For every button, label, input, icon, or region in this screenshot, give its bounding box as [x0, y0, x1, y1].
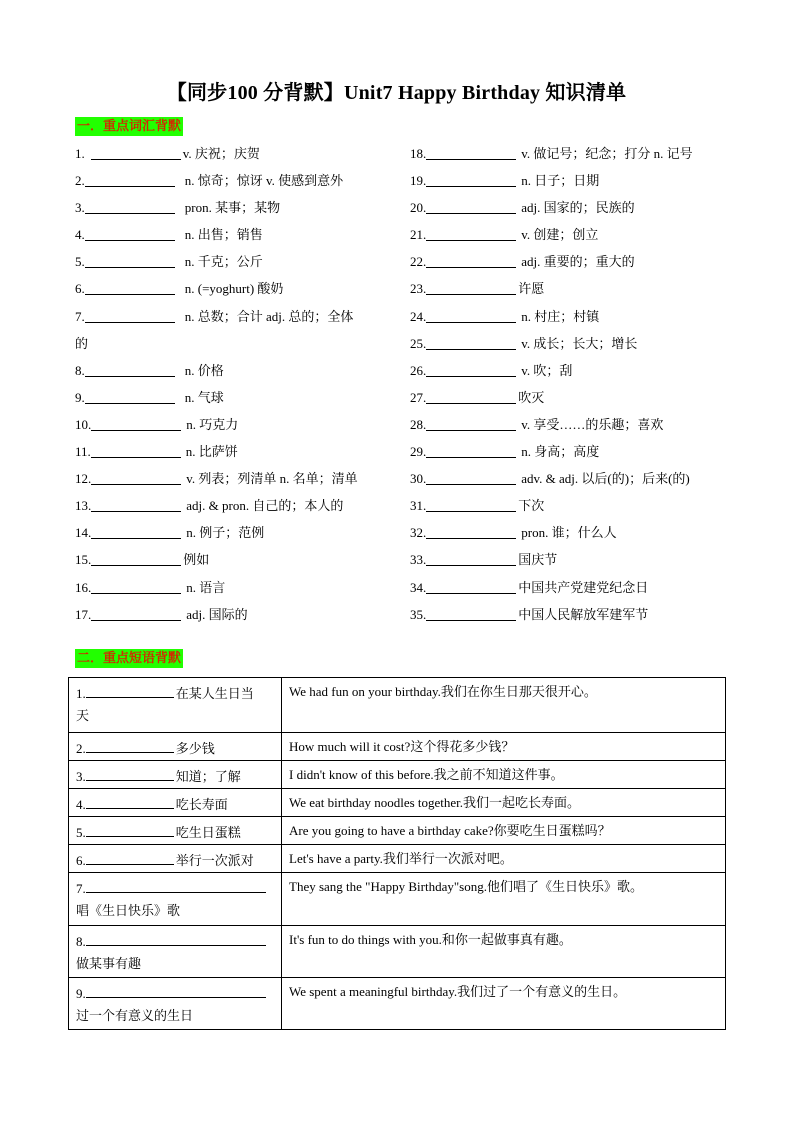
item-definition: pron. 某事；某物 — [184, 200, 281, 216]
vocab-item — [75, 549, 405, 576]
vocab-list-right — [410, 143, 730, 631]
item-number: 18. — [410, 146, 427, 161]
vocab-item — [75, 604, 405, 631]
phrase-meaning-continued: 天 — [76, 708, 90, 723]
vocab-item — [75, 522, 405, 549]
item-number: 5. — [76, 825, 86, 840]
item-number: 5. — [75, 254, 85, 270]
vocab-item — [410, 197, 730, 224]
vocab-item — [75, 278, 405, 305]
answer-blank[interactable] — [85, 387, 175, 404]
answer-blank[interactable] — [91, 577, 181, 594]
item-number: 29. — [410, 444, 427, 460]
answer-blank[interactable] — [85, 278, 175, 295]
vocab-item — [75, 577, 405, 604]
vocab-item — [410, 360, 730, 387]
phrase-cell — [69, 733, 282, 761]
item-definition: 吹灭 — [518, 389, 545, 405]
answer-blank[interactable] — [85, 306, 175, 323]
item-number: 10. — [75, 416, 92, 432]
vocab-item — [410, 387, 730, 414]
vocab-item — [410, 251, 730, 278]
item-definition: 下次 — [518, 498, 545, 514]
vocab-item — [410, 143, 730, 170]
vocab-item — [75, 414, 405, 441]
item-definition: adj. 国际的 — [186, 606, 248, 622]
item-definition: n. 气球 — [184, 389, 224, 405]
table-row — [69, 978, 726, 1030]
phrase-meaning: 举行一次派对 — [175, 853, 254, 868]
item-definition: 例如 — [183, 552, 210, 568]
item-number: 11. — [75, 444, 91, 460]
item-number: 35. — [410, 606, 427, 622]
item-definition: n. 比萨饼 — [185, 444, 238, 460]
item-number: 32. — [410, 525, 427, 541]
item-definition: v. 吹；刮 — [521, 362, 573, 378]
item-number: 3. — [75, 200, 85, 216]
item-definition: n. 出售；销售 — [184, 227, 263, 243]
vocab-item — [75, 143, 405, 170]
item-number: 6. — [76, 853, 86, 868]
item-number: 30. — [410, 471, 427, 487]
answer-blank[interactable] — [86, 981, 266, 998]
answer-blank[interactable] — [86, 736, 174, 753]
item-definition: v. 庆祝；庆贺 — [182, 146, 260, 161]
item-number: 2. — [76, 741, 86, 756]
answer-blank[interactable] — [426, 333, 516, 350]
table-row — [69, 873, 726, 926]
vocab-item — [410, 495, 730, 522]
item-number: 8. — [76, 934, 86, 949]
table-row — [69, 733, 726, 761]
example-cell: How much will it cost?这个得花多少钱？ — [282, 733, 726, 761]
item-number: 15. — [75, 552, 92, 568]
example-cell: They sang the "Happy Birthday"song.他们唱了《生日快乐》歌。 — [282, 873, 726, 926]
item-definition: n. 村庄；村镇 — [521, 308, 600, 324]
phrase-meaning: 过一个有意义的生日 — [76, 1008, 194, 1023]
item-number: 26. — [410, 362, 427, 378]
answer-blank[interactable] — [426, 604, 516, 621]
answer-blank[interactable] — [426, 170, 516, 187]
table-row — [69, 761, 726, 789]
item-number: 12. — [75, 471, 92, 487]
document-title: 【同步100 分背默】Unit7 Happy Birthday 知识清单 — [166, 82, 627, 104]
item-number: 19. — [410, 173, 427, 189]
table-row — [69, 678, 726, 733]
item-number: 4. — [75, 227, 85, 243]
item-definition: v. 列表；列清单 n. 名单；清单 — [186, 471, 358, 487]
vocab-item — [410, 468, 730, 495]
section-heading-vocabulary: 一．重点词汇背默 — [77, 119, 182, 134]
phrases-table — [68, 677, 726, 1030]
vocab-item — [75, 360, 405, 387]
answer-blank[interactable] — [426, 143, 516, 160]
item-number: 33. — [410, 552, 427, 568]
section-heading-phrases: 二．重点短语背默 — [77, 651, 182, 666]
example-cell: I didn't know of this before.我之前不知道这件事。 — [282, 761, 726, 789]
answer-blank[interactable] — [426, 549, 516, 566]
vocab-item-continuation — [75, 333, 405, 360]
item-number: 3. — [76, 769, 86, 784]
example-cell: It's fun to do things with you.和你一起做事真有趣。 — [282, 926, 726, 978]
answer-blank[interactable] — [86, 820, 174, 837]
phrase-cell — [69, 926, 282, 978]
vocab-item — [410, 306, 730, 333]
vocab-item — [410, 278, 730, 305]
answer-blank[interactable] — [86, 848, 174, 865]
item-definition: n. 语言 — [186, 579, 226, 595]
vocab-item — [75, 224, 405, 251]
item-definition: v. 做记号；纪念；打分 n. 记号 — [521, 146, 693, 161]
vocab-item — [410, 333, 730, 360]
item-number: 23. — [410, 281, 427, 297]
item-definition: 中国共产党建党纪念日 — [518, 579, 649, 595]
item-number: 9. — [75, 389, 85, 405]
table-row — [69, 926, 726, 978]
answer-blank[interactable] — [91, 468, 181, 485]
item-definition: n. 日子；日期 — [521, 173, 600, 189]
item-number: 25. — [410, 335, 427, 351]
answer-blank[interactable] — [426, 495, 516, 512]
item-definition: n. 身高；高度 — [521, 444, 600, 460]
item-number: 9. — [76, 986, 86, 1001]
item-number: 1. — [75, 146, 85, 161]
phrase-meaning: 知道；了解 — [175, 769, 241, 784]
example-cell: Are you going to have a birthday cake?你要吃生日蛋糕吗？ — [282, 817, 726, 845]
item-definition: 许愿 — [518, 281, 545, 297]
example-cell: Let's have a party.我们举行一次派对吧。 — [282, 845, 726, 873]
item-number: 7. — [76, 881, 86, 896]
vocab-item — [75, 495, 405, 522]
vocab-item — [75, 441, 405, 468]
answer-blank[interactable] — [426, 224, 516, 241]
answer-blank[interactable] — [91, 143, 181, 160]
item-number: 22. — [410, 254, 427, 270]
phrase-cell — [69, 789, 282, 817]
item-number: 21. — [410, 227, 427, 243]
item-number: 8. — [75, 362, 85, 378]
phrase-meaning: 在某人生日当 — [175, 686, 254, 701]
answer-blank[interactable] — [86, 929, 266, 946]
item-definition: n. 价格 — [184, 362, 224, 378]
answer-blank[interactable] — [426, 522, 516, 539]
phrase-meaning: 吃长寿面 — [175, 797, 228, 812]
phrase-cell — [69, 761, 282, 789]
answer-blank[interactable] — [426, 577, 516, 594]
table-row — [69, 845, 726, 873]
answer-blank[interactable] — [85, 197, 175, 214]
vocab-item — [410, 604, 730, 631]
item-definition: n. 千克；公斤 — [184, 254, 263, 270]
item-definition: pron. 谁；什么人 — [521, 525, 617, 541]
vocab-item — [410, 170, 730, 197]
answer-blank[interactable] — [91, 522, 181, 539]
vocab-item — [410, 549, 730, 576]
answer-blank[interactable] — [426, 468, 516, 485]
answer-blank[interactable] — [426, 278, 516, 295]
item-definition: v. 成长；长大；增长 — [521, 335, 638, 351]
answer-blank[interactable] — [426, 414, 516, 431]
item-number: 1. — [76, 686, 86, 701]
item-definition: n. 巧克力 — [186, 416, 239, 432]
phrase-cell — [69, 845, 282, 873]
vocab-item — [410, 577, 730, 604]
item-definition: n. 例子；范例 — [186, 525, 265, 541]
item-number: 28. — [410, 416, 427, 432]
answer-blank[interactable] — [426, 360, 516, 377]
answer-blank[interactable] — [91, 495, 181, 512]
vocab-item — [410, 224, 730, 251]
answer-blank[interactable] — [86, 792, 174, 809]
item-number: 17. — [75, 606, 92, 622]
answer-blank[interactable] — [85, 170, 175, 187]
phrase-meaning: 多少钱 — [175, 741, 215, 756]
vocab-item — [75, 197, 405, 224]
vocab-item — [75, 387, 405, 414]
item-definition-continued: 的 — [75, 335, 89, 351]
item-definition: adv. & adj. 以后(的)；后来(的) — [521, 471, 690, 487]
answer-blank[interactable] — [85, 360, 175, 377]
example-cell: We spent a meaningful birthday.我们过了一个有意义的生日。 — [282, 978, 726, 1030]
vocab-item — [75, 251, 405, 278]
item-number: 7. — [75, 308, 85, 324]
item-definition: 中国人民解放军建军节 — [518, 606, 649, 622]
phrase-cell — [69, 978, 282, 1030]
vocab-item — [410, 522, 730, 549]
phrase-cell — [69, 678, 282, 733]
item-number: 34. — [410, 579, 427, 595]
item-number: 4. — [76, 797, 86, 812]
item-number: 2. — [75, 173, 85, 189]
vocab-item — [75, 468, 405, 495]
item-number: 6. — [75, 281, 85, 297]
answer-blank[interactable] — [91, 604, 181, 621]
answer-blank[interactable] — [91, 549, 181, 566]
item-number: 13. — [75, 498, 92, 514]
table-row — [69, 789, 726, 817]
vocab-list-left — [75, 143, 405, 631]
answer-blank[interactable] — [426, 441, 516, 458]
answer-blank[interactable] — [426, 251, 516, 268]
answer-blank[interactable] — [86, 681, 174, 698]
item-definition: 国庆节 — [518, 552, 558, 568]
answer-blank[interactable] — [426, 197, 516, 214]
item-definition: adj. 重要的；重大的 — [521, 254, 635, 270]
item-definition: adj. 国家的；民族的 — [521, 200, 635, 216]
answer-blank[interactable] — [86, 876, 266, 893]
item-definition: v. 享受……的乐趣；喜欢 — [521, 416, 664, 432]
answer-blank[interactable] — [426, 387, 516, 404]
item-number: 20. — [410, 200, 427, 216]
phrase-cell — [69, 817, 282, 845]
item-number: 24. — [410, 308, 427, 324]
example-cell: We eat birthday noodles together.我们一起吃长寿面。 — [282, 789, 726, 817]
vocab-item — [410, 441, 730, 468]
example-cell: We had fun on your birthday.我们在你生日那天很开心。 — [282, 678, 726, 733]
vocab-item — [75, 170, 405, 197]
answer-blank[interactable] — [85, 224, 175, 241]
phrase-meaning: 唱《生日快乐》歌 — [76, 903, 181, 918]
answer-blank[interactable] — [91, 414, 181, 431]
item-number: 27. — [410, 389, 427, 405]
phrase-meaning: 做某事有趣 — [76, 956, 142, 971]
answer-blank[interactable] — [91, 441, 181, 458]
item-definition: n. (=yoghurt) 酸奶 — [184, 281, 284, 297]
item-definition: adj. & pron. 自己的；本人的 — [186, 498, 344, 514]
item-number: 31. — [410, 498, 427, 514]
item-number: 14. — [75, 525, 92, 541]
vocab-item — [410, 414, 730, 441]
item-definition: n. 总数；合计 adj. 总的；全体 — [184, 308, 354, 324]
answer-blank[interactable] — [86, 764, 174, 781]
phrase-cell — [69, 873, 282, 926]
item-number: 16. — [75, 579, 92, 595]
table-row — [69, 817, 726, 845]
item-definition: n. 惊奇；惊讶 v. 使感到意外 — [184, 173, 344, 189]
answer-blank[interactable] — [426, 306, 516, 323]
vocab-item — [75, 306, 405, 333]
item-definition: v. 创建；创立 — [521, 227, 599, 243]
answer-blank[interactable] — [85, 251, 175, 268]
phrase-meaning: 吃生日蛋糕 — [175, 825, 241, 840]
